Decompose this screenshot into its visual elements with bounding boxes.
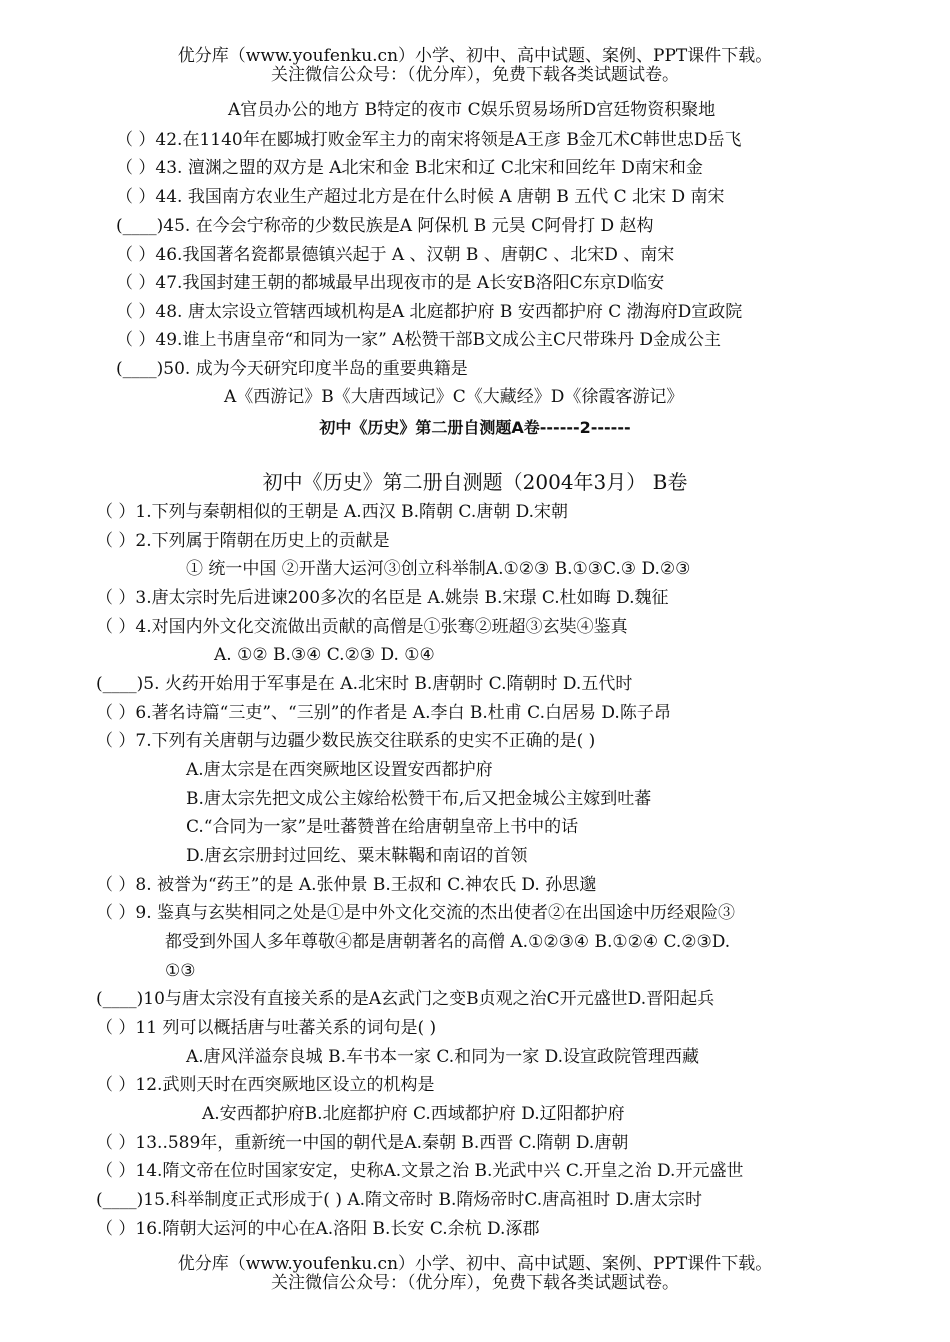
answer-blank[interactable]: （ ） — [116, 130, 156, 150]
question-row — [96, 875, 596, 895]
answer-blank[interactable]: (____) — [116, 216, 164, 236]
question-row — [96, 617, 628, 637]
question-text: 45. 在今会宁称帝的少数民族是A 阿保机 B 元昊 C阿骨打 D 赵构 — [163, 216, 654, 236]
answer-blank[interactable]: （ ） — [96, 731, 136, 751]
answer-blank[interactable]: （ ） — [116, 187, 156, 207]
question-row — [116, 158, 703, 178]
question-text: 13..589年，重新统一中国的朝代是A.秦朝 B.西晋 C.隋朝 D.唐朝 — [135, 1133, 629, 1153]
answer-blank[interactable]: (____) — [96, 989, 144, 1009]
question-text: 6.著名诗篇“三吏”、“三别”的作者是 A.李白 B.杜甫 C.白居易 D.陈子昂 — [135, 703, 671, 723]
question-text: 8. 被誉为“药王”的是 A.张仲景 B.王叔和 C.神农氏 D. 孙思邈 — [135, 875, 597, 895]
answer-blank[interactable]: （ ） — [96, 1161, 136, 1181]
question-row — [116, 273, 664, 293]
option-line — [165, 961, 195, 981]
answer-blank[interactable]: （ ） — [96, 875, 136, 895]
question-row — [96, 1075, 434, 1095]
answer-blank[interactable]: （ ） — [96, 502, 136, 522]
question-text: 15.科举制度正式形成于( ) A.隋文帝时 B.隋炀帝时C.唐高祖时 D.唐太宗时 — [143, 1190, 702, 1210]
option-line — [186, 817, 578, 837]
question-row — [96, 1161, 743, 1181]
section-b-title: 初中《历史》第二册自测题（2004年3月） B卷 — [262, 470, 688, 494]
option-line — [186, 789, 651, 809]
answer-blank[interactable]: （ ） — [96, 903, 136, 923]
question-text: 12.武则天时在西突厥地区设立的机构是 — [135, 1075, 435, 1095]
question-text: 50. 成为今天研究印度半岛的重要典籍是 — [163, 359, 468, 379]
question-row — [116, 187, 724, 207]
question-row — [96, 588, 669, 608]
question-text: 16.隋朝大运河的中心在A.洛阳 B.长安 C.余杭 D.涿郡 — [135, 1219, 540, 1239]
question-text: 5. 火药开始用于军事是在 A.北宋时 B.唐朝时 C.隋朝时 D.五代时 — [143, 674, 633, 694]
option-text: ① 统一中国 ②开凿大运河③创立科举制A.①②③ B.①③C.③ D.②③ — [186, 559, 691, 579]
answer-blank[interactable]: （ ） — [96, 1133, 136, 1153]
question-row — [116, 359, 468, 379]
answer-blank[interactable]: （ ） — [96, 703, 136, 723]
option-line — [186, 846, 527, 866]
answer-blank[interactable]: （ ） — [116, 302, 156, 322]
question-row — [116, 216, 654, 236]
question-text: 46.我国著名瓷都景德镇兴起于 A 、汉朝 B 、唐朝C 、北宋D 、南宋 — [155, 245, 675, 265]
question-row — [116, 130, 742, 150]
question-text: 47.我国封建王朝的都城最早出现夜市的是 A长安B洛阳C东京D临安 — [155, 273, 665, 293]
question-text: 7.下列有关唐朝与边疆少数民族交往联系的史实不正确的是( ) — [135, 731, 596, 751]
option-line — [186, 760, 493, 780]
question-row — [116, 302, 742, 322]
option-text: A.唐风洋溢奈良城 B.车书本一家 C.和同为一家 D.设宣政院管理西藏 — [186, 1047, 700, 1067]
answer-blank[interactable]: (____) — [96, 674, 144, 694]
question-row — [116, 245, 674, 265]
answer-blank[interactable]: （ ） — [96, 1219, 136, 1239]
answer-blank[interactable]: （ ） — [116, 330, 156, 350]
question-text: 1.下列与秦朝相似的王朝是 A.西汉 B.隋朝 C.唐朝 D.宋朝 — [135, 502, 569, 522]
question-row — [96, 502, 568, 522]
question-41-options: A官员办公的地方 B特定的夜市 C娱乐贸易场所D宫廷物资积聚地 — [228, 100, 716, 120]
question-row — [96, 1018, 436, 1038]
section-a-page-footer: 初中《历史》第二册自测题A卷------2------ — [319, 418, 631, 437]
option-line — [186, 559, 690, 579]
answer-blank[interactable]: （ ） — [96, 617, 136, 637]
footer-site-line: 优分库（www.youfenku.cn）小学、初中、高中试题、案例、PPT课件下载。 — [177, 1254, 773, 1274]
option-text: A.安西都护府B.北庭都护府 C.西域都护府 D.辽阳都护府 — [202, 1104, 625, 1124]
question-text: 42.在1140年在郾城打败金军主力的南宋将领是A王彦 B金兀术C韩世忠D岳飞 — [155, 130, 742, 150]
question-row — [96, 731, 595, 751]
question-row — [96, 703, 671, 723]
option-text: ①③ — [165, 961, 196, 981]
question-text: 43. 澶渊之盟的双方是 A北宋和金 B北宋和辽 C北宋和回纥年 D南宋和金 — [155, 158, 703, 178]
question-text: 44. 我国南方农业生产超过北方是在什么时候 A 唐朝 B 五代 C 北宋 D 南宋 — [155, 187, 725, 207]
question-row — [96, 903, 735, 923]
question-row — [96, 989, 714, 1009]
question-text: 11 列可以概括唐与吐蕃关系的词句是( ) — [135, 1018, 437, 1038]
question-text: 10与唐太宗没有直接关系的是A玄武门之变B贞观之治C开元盛世D.晋阳起兵 — [143, 989, 715, 1009]
question-50-options: A《西游记》B《大唐西域记》C《大藏经》D《徐霞客游记》 — [224, 387, 684, 407]
answer-blank[interactable]: （ ） — [96, 588, 136, 608]
option-line — [202, 1104, 625, 1124]
answer-blank[interactable]: （ ） — [116, 273, 156, 293]
answer-blank[interactable]: (____) — [96, 1190, 144, 1210]
question-row — [96, 1133, 628, 1153]
footer-wechat-line: 关注微信公众号：（优分库），免费下载各类试题试卷。 — [271, 1273, 679, 1293]
question-text: 9. 鉴真与玄奘相同之处是①是中外文化交流的杰出使者②在出国途中历经艰险③ — [135, 903, 736, 923]
option-line — [165, 932, 730, 952]
answer-blank[interactable]: (____) — [116, 359, 164, 379]
question-text: 14.隋文帝在位时国家安定，史称A.文景之治 B.光武中兴 C.开皇之治 D.开元盛世 — [135, 1161, 744, 1181]
option-line — [186, 1047, 699, 1067]
question-row — [96, 1219, 539, 1239]
question-text: 48. 唐太宗设立管辖西域机构是A 北庭都护府 B 安西都护府 C 渤海府D宣政院 — [155, 302, 743, 322]
answer-blank[interactable]: （ ） — [96, 1075, 136, 1095]
option-text: D.唐玄宗册封过回纥、粟末靺鞨和南诏的首领 — [186, 846, 528, 866]
option-line — [214, 645, 435, 665]
header-site-line: 优分库（www.youfenku.cn）小学、初中、高中试题、案例、PPT课件下载。 — [177, 46, 773, 66]
answer-blank[interactable]: （ ） — [116, 158, 156, 178]
question-text: 4.对国内外文化交流做出贡献的高僧是①张骞②班超③玄奘④鉴真 — [135, 617, 628, 637]
answer-blank[interactable]: （ ） — [116, 245, 156, 265]
question-text: 3.唐太宗时先后进谏200多次的名臣是 A.姚崇 B.宋璟 C.杜如晦 D.魏征 — [135, 588, 669, 608]
option-text: 都受到外国人多年尊敬④都是唐朝著名的高僧 A.①②③④ B.①②④ C.②③D. — [165, 932, 731, 952]
option-text: A. ①② B.③④ C.②③ D. ①④ — [214, 645, 435, 665]
question-row — [96, 674, 632, 694]
question-text: 2.下列属于隋朝在历史上的贡献是 — [135, 531, 390, 551]
answer-blank[interactable]: （ ） — [96, 1018, 136, 1038]
option-text: A.唐太宗是在西突厥地区设置安西都护府 — [186, 760, 493, 780]
question-row — [96, 1190, 702, 1210]
question-text: 49.谁上书唐皇帝“和同为一家” A松赞干部B文成公主C尺带珠丹 D金成公主 — [155, 330, 722, 350]
question-row — [116, 330, 721, 350]
question-row — [96, 531, 390, 551]
option-text: C.“合同为一家”是吐蕃赞普在给唐朝皇帝上书中的话 — [186, 817, 579, 837]
option-text: B.唐太宗先把文成公主嫁给松赞干布,后又把金城公主嫁到吐蕃 — [186, 789, 652, 809]
header-wechat-line: 关注微信公众号：（优分库），免费下载各类试题试卷。 — [271, 65, 679, 85]
answer-blank[interactable]: （ ） — [96, 531, 136, 551]
